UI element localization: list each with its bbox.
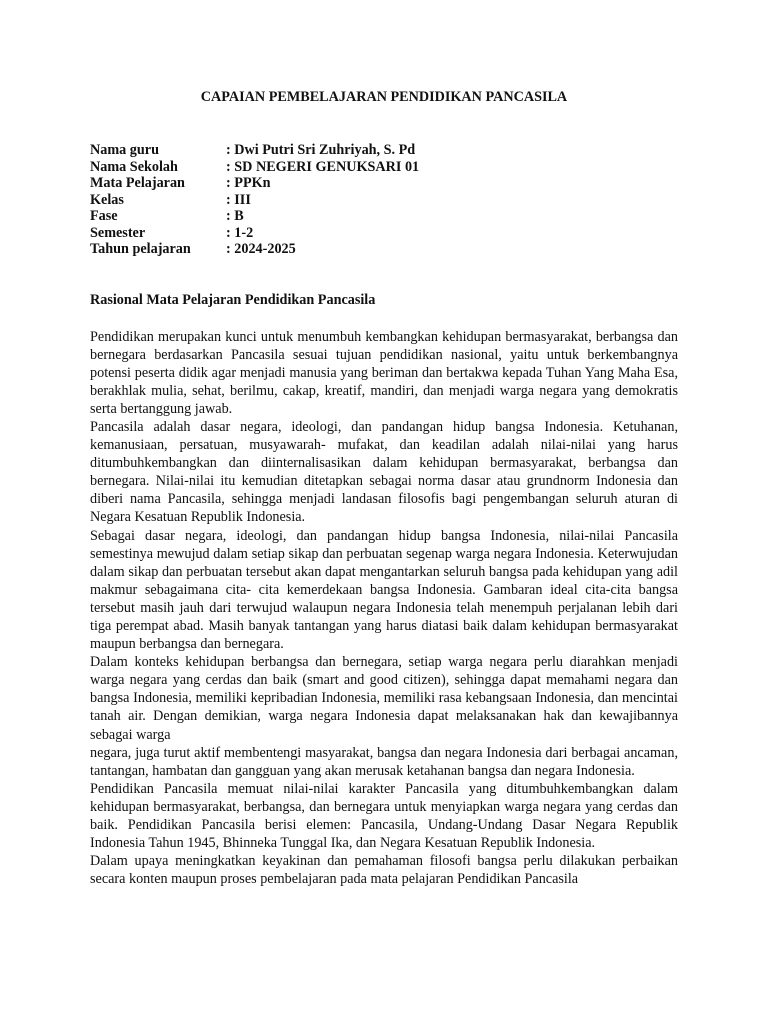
info-row-class xyxy=(90,192,678,209)
paragraph: Dalam konteks kehidupan berbangsa dan bernegara, setiap warga negara perlu diarahkan menjadi warga negara yang cerdas dan baik (smart and good citizen), sehingga dapat memahami negara dan bangsa Indonesia, memiliki kepribadian Indonesia, memiliki rasa kebangsaan Indonesia, dan mencintai tanah air. Dengan demikian, warga negara Indonesia dapat melaksanakan hak dan kewajibannya sebagai warga xyxy=(90,654,678,743)
info-label: Nama Sekolah xyxy=(90,158,178,175)
info-label: Tahun pelajaran xyxy=(90,241,191,257)
info-value: : 1-2 xyxy=(226,224,254,241)
info-label: Mata Pelajaran xyxy=(90,175,185,191)
info-value: : Dwi Putri Sri Zuhriyah, S. Pd xyxy=(226,142,416,158)
paragraph: Sebagai dasar negara, ideologi, dan pandangan hidup bangsa Indonesia, nilai-nilai Pancasila semestinya mewujud dalam setiap sikap dan perbuatan segenap warga negara Indonesia. Keterwujudan dalam sikap dan perbuatan tersebut akan dapat mengantarkan seluruh bangsa pada kehidupan yang adil makmur sebagaimana cita- cita kemerdekaan bangsa Indonesia. Gambaran ideal cita-cita bangsa tersebut masih jauh dari terwujud walaupun negara Indonesia telah menempuh perjalanan lebih dari tiga perempat abad. Masih banyak tantangan yang harus diatasi baik dalam kehidupan bermasyarakat maupun berbangsa dan bernegara. xyxy=(90,527,678,653)
info-label: Semester xyxy=(90,224,146,241)
paragraph: Pendidikan Pancasila memuat nilai-nilai karakter Pancasila yang ditumbuhkembangkan dalam kehidupan bermasyarakat, berbangsa, dan bernegara untuk menyiapkan warga negara yang cerdas dan baik. Pendidikan Pancasila berisi elemen: Pancasila, Undang-Undang Dasar Negara Republik Indonesia Tahun 1945, Bhinneka Tunggal Ika, dan Negara Kesatuan Republik Indonesia. xyxy=(90,780,678,852)
info-row-phase xyxy=(90,208,678,225)
document-title: CAPAIAN PEMBELAJARAN PENDIDIKAN PANCASILA xyxy=(200,89,568,105)
info-label: Nama guru xyxy=(90,142,159,158)
info-row-semester xyxy=(90,225,678,242)
section-heading: Rasional Mata Pelajaran Pendidikan Pancasila xyxy=(90,291,376,308)
paragraph: Pendidikan merupakan kunci untuk menumbuh kembangkan kehidupan bermasyarakat, berbangsa dan bernegara berdasarkan Pancasila sesuai tujuan pendidikan nasional, yaitu untuk berkembangnya potensi peserta didik agar menjadi manusia yang beriman dan bertakwa kepada Tuhan Yang Maha Esa, berakhlak mulia, sehat, berilmu, cakap, kreatif, mandiri, dan menjadi warga negara yang demokratis serta bertanggung jawab. xyxy=(90,328,678,417)
paragraph: negara, juga turut aktif membentengi masyarakat, bangsa dan negara Indonesia dari berbagai ancaman, tantangan, hambatan dan gangguan yang akan merusak ketahanan bangsa dan negara Indonesia. xyxy=(90,744,678,779)
info-row-teacher xyxy=(90,142,678,159)
info-value: : 2024-2025 xyxy=(226,241,296,257)
info-row-academic-year xyxy=(90,241,678,258)
info-row-subject xyxy=(90,175,678,192)
paragraph: Dalam upaya meningkatkan keyakinan dan pemahaman filosofi bangsa perlu dilakukan perbaikan secara konten maupun proses pembelajaran pada mata pelajaran Pendidikan Pancasila xyxy=(90,853,678,888)
info-label: Fase xyxy=(90,208,118,224)
document-body xyxy=(90,328,678,889)
info-row-school xyxy=(90,159,678,176)
info-value: : PPKn xyxy=(226,175,271,191)
info-value: : B xyxy=(226,208,244,224)
info-label: Kelas xyxy=(90,191,124,208)
document-page xyxy=(90,88,678,888)
info-value: : SD NEGERI GENUKSARI 01 xyxy=(226,158,420,175)
teacher-info-table xyxy=(90,142,678,258)
info-value: : III xyxy=(226,191,251,208)
paragraph: Pancasila adalah dasar negara, ideologi, dan pandangan hidup bangsa Indonesia. Ketuhanan, kemanusiaan, persatuan, musyawarah- mufakat, dan keadilan adalah nilai-nilai yang harus ditumbuhkembangkan dan diinternalisasikan dalam kehidupan bermasyarakat, berbangsa dan bernegara. Nilai-nilai itu kemudian ditetapkan sebagai norma dasar atau grundnorm Indonesia dan diberi nama Pancasila, sehingga menjadi landasan filosofis bagi pengembangan seluruh aturan di Negara Kesatuan Republik Indonesia. xyxy=(90,418,678,526)
